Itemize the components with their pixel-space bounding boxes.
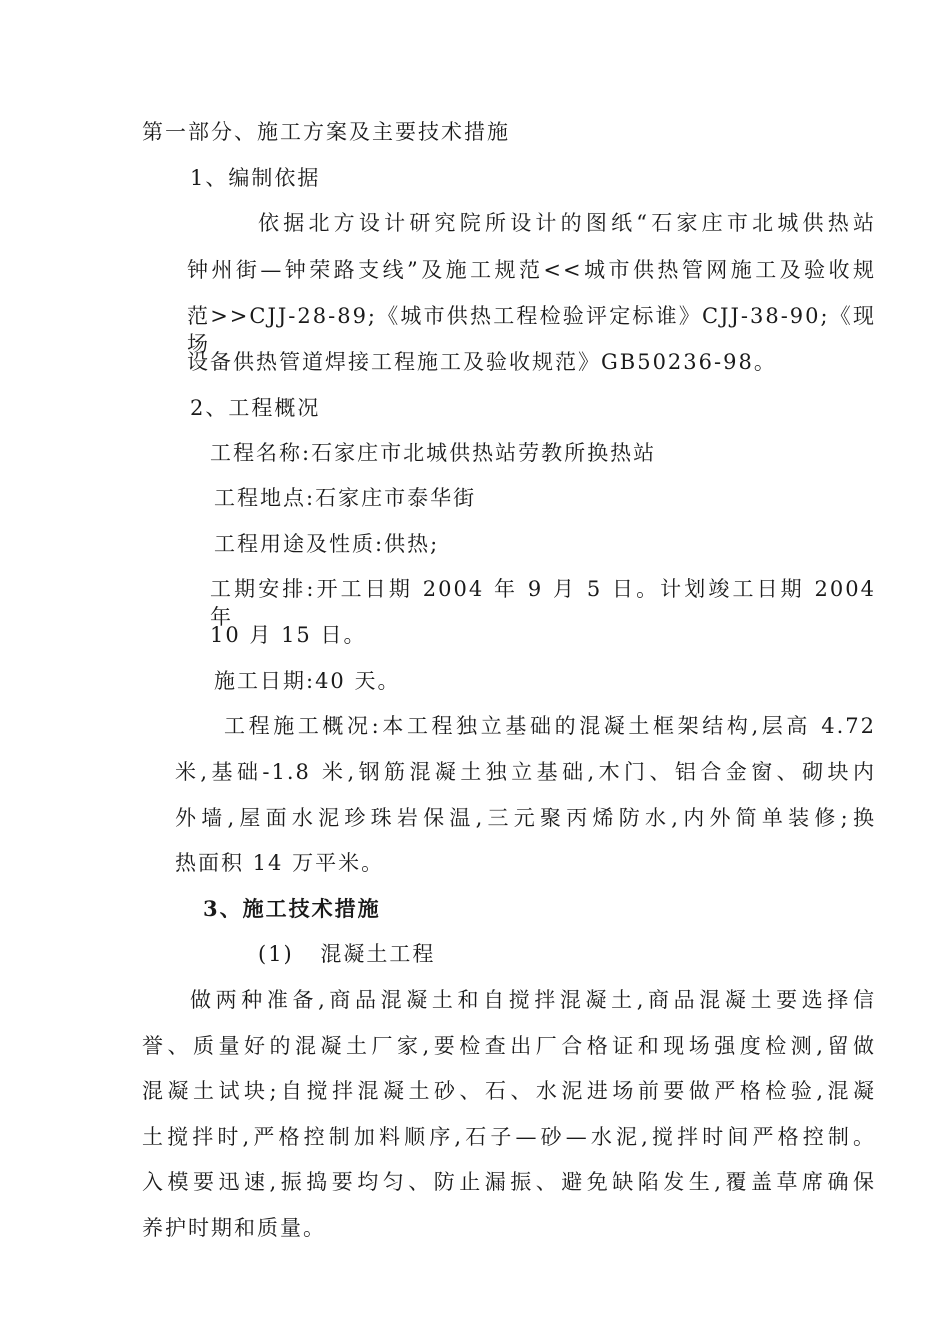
- paragraph-line: 热面积 14 万平米。: [175, 851, 385, 875]
- paragraph-line: 养护时期和质量。: [142, 1216, 326, 1240]
- paragraph-line: 设备供热管道焊接工程施工及验收规范》GB50236-98。: [187, 350, 777, 374]
- project-purpose: 工程用途及性质:供热;: [214, 532, 440, 556]
- heading-overview: 2、工程概况: [190, 396, 321, 420]
- schedule-line: 10 月 15 日。: [210, 623, 367, 647]
- paragraph-line: 钟州街—钟荣路支线”及施工规范<<城市供热管网施工及验收规: [187, 258, 876, 282]
- project-location: 工程地点:石家庄市泰华街: [214, 486, 477, 510]
- construction-days: 施工日期:40 天。: [214, 669, 401, 693]
- paragraph-line: 入模要迅速,振捣要均匀、防止漏振、避免缺陷发生,覆盖草席确保: [142, 1170, 876, 1194]
- heading-basis: 1、编制依据: [190, 166, 321, 190]
- heading-measures: 3、施工技术措施: [203, 896, 381, 921]
- paragraph-line: 誉、质量好的混凝土厂家,要检查出厂合格证和现场强度检测,留做: [142, 1034, 876, 1058]
- paragraph-line: 范>>CJJ-28-89;《城市供热工程检验评定标谁》CJJ-38-90;《现场: [187, 304, 876, 356]
- project-name: 工程名称:石家庄市北城供热站劳教所换热站: [210, 441, 657, 465]
- paragraph-line: 外墙,屋面水泥珍珠岩保温,三元聚丙烯防水,内外简单装修;换: [175, 806, 876, 830]
- paragraph-line: 工程施工概况:本工程独立基础的混凝土框架结构,层高 4.72: [224, 714, 876, 738]
- schedule-line: 工期安排:开工日期 2004 年 9 月 5 日。计划竣工日期 2004 年: [210, 577, 876, 629]
- paragraph-line: 土搅拌时,严格控制加料顺序,石子—砂—水泥,搅拌时间严格控制。: [142, 1125, 876, 1149]
- paragraph-line: 依据北方设计研究院所设计的图纸“石家庄市北城供热站: [258, 211, 876, 235]
- paragraph-line: 做两种准备,商品混凝土和自搅拌混凝土,商品混凝土要选择信: [190, 988, 876, 1012]
- subheading-concrete: (1) 混凝土工程: [258, 942, 436, 966]
- paragraph-line: 混凝土试块;自搅拌混凝土砂、石、水泥进场前要做严格检验,混凝: [142, 1079, 876, 1103]
- section-title: 第一部分、施工方案及主要技术措施: [142, 120, 510, 144]
- paragraph-line: 米,基础-1.8 米,钢筋混凝土独立基础,木门、铝合金窗、砌块内: [175, 760, 876, 784]
